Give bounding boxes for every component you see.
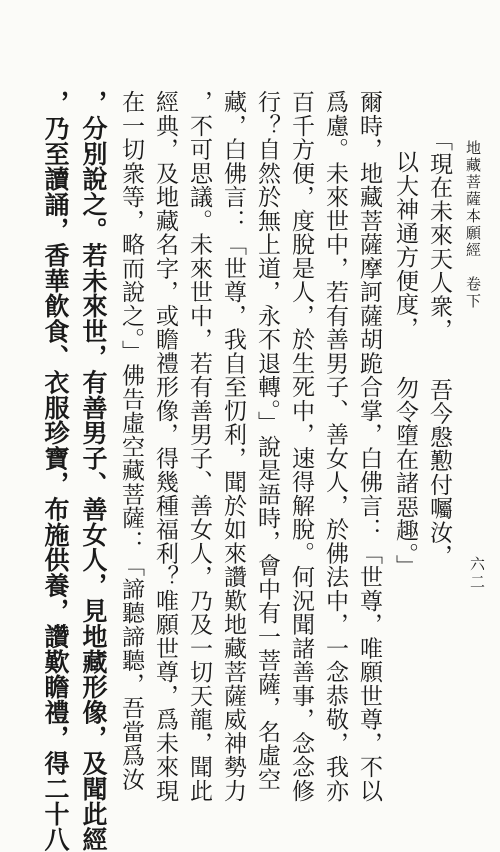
text-column-4: 爲慮。未來世中，若有善男子、善女人，於佛法中，一念恭敬，我亦	[322, 90, 348, 803]
verse-line-1: 「現在未來天人衆， 吾今慇懃付囑汝，	[426, 128, 452, 568]
text-column-3: 爾時，地藏菩薩摩訶薩胡跪合掌，白佛言：「世尊，唯願世尊，不以	[356, 90, 382, 803]
page-number: 六二	[468, 556, 486, 592]
text-column-9: 經典，及地藏名字，或瞻禮形像，得幾種福利？唯願世尊，爲未來現	[152, 90, 178, 803]
text-column-11: ，分別說之。若未來世，有善男子、善女人，見地藏形像，及聞此經	[79, 90, 108, 852]
text-column-10: 在一切衆等，略而說之。」佛告虛空藏菩薩：「諦聽諦聽，吾當爲汝	[118, 90, 144, 791]
text-column-6: 行？自然於無上道，永不退轉。」說是語時，會中有一菩薩，名虛空	[254, 90, 280, 791]
running-header: 地藏菩薩本願經 卷下	[464, 140, 482, 310]
text-column-8: ，不可思議。未來世中，若有善男子、善女人，乃及一切天龍，聞此	[186, 90, 212, 803]
text-column-7: 藏，白佛言：「世尊，我自至忉利，聞於如來讚歎地藏菩薩威神勢力	[220, 90, 246, 803]
text-column-12: ，乃至讀誦，香華飮食、衣服珍寶，布施供養，讚歎瞻禮，得二十八	[41, 90, 70, 852]
verse-line-2: 以大神通方便度， 勿令墮在諸惡趣。」	[392, 150, 418, 579]
text-column-5: 百千方便，度脫是人，於生死中，速得解脫。何況聞諸善事，念念修	[288, 90, 314, 803]
